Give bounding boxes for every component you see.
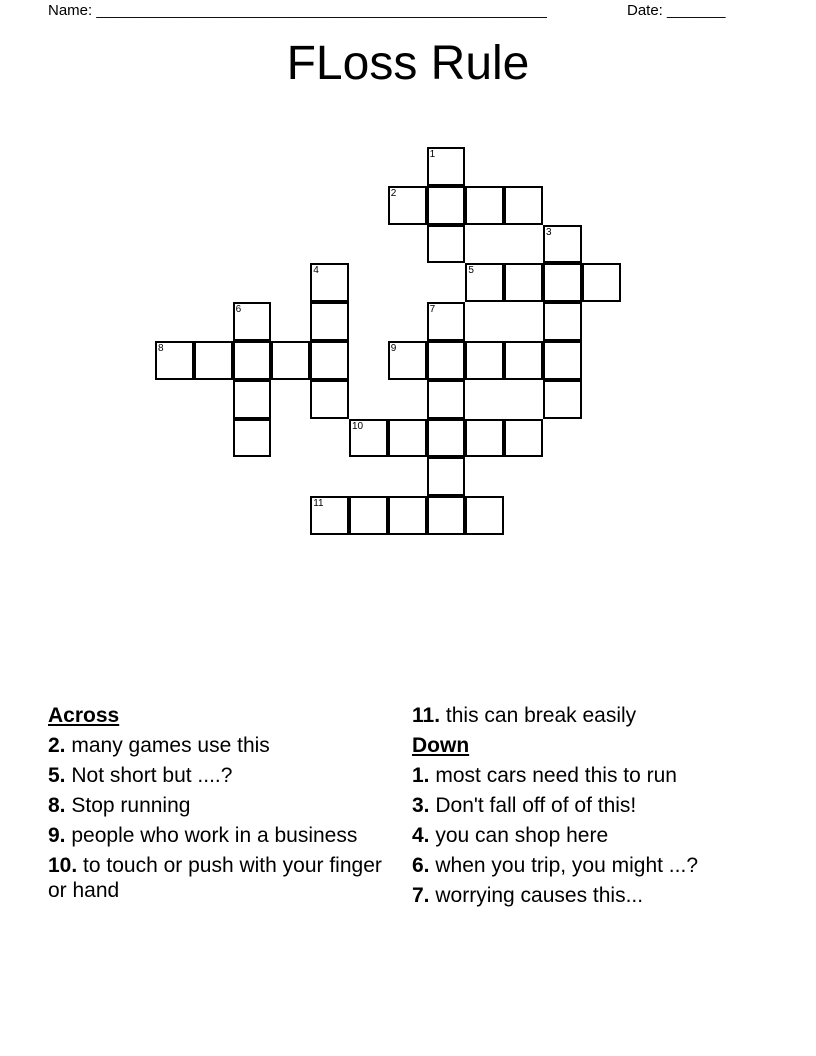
clue-down-6 xyxy=(412,853,772,878)
grid-cell[interactable] xyxy=(155,341,194,380)
grid-cell[interactable] xyxy=(465,186,504,225)
grid-cell[interactable] xyxy=(427,186,466,225)
clue-number-label: 7 xyxy=(429,304,436,316)
grid-cell[interactable] xyxy=(233,419,272,458)
grid-cell[interactable] xyxy=(233,302,272,341)
grid-cell[interactable] xyxy=(427,496,466,535)
clue-number: 6. xyxy=(412,854,430,877)
grid-cell[interactable] xyxy=(504,341,543,380)
clue-text: people who work in a business xyxy=(71,824,358,847)
grid-cell[interactable] xyxy=(504,186,543,225)
clue-text: Don't fall off of of this! xyxy=(435,794,637,817)
name-field: Name: ______________________________________________________ xyxy=(48,2,547,19)
clue-number-label: 1 xyxy=(429,149,436,160)
grid-cell[interactable] xyxy=(427,302,466,341)
grid-cell[interactable] xyxy=(582,263,621,302)
grid-cell[interactable] xyxy=(310,341,349,380)
grid-cell[interactable] xyxy=(427,341,466,380)
clue-number-label: 8 xyxy=(158,343,164,354)
grid-cell[interactable] xyxy=(349,496,388,535)
clue-number: 9. xyxy=(48,824,66,847)
clues-left-column xyxy=(48,703,398,908)
grid-cell[interactable] xyxy=(194,341,233,380)
page-title: FLoss Rule xyxy=(286,37,530,90)
clue-text: Stop running xyxy=(71,794,191,817)
grid-cell[interactable] xyxy=(388,496,427,535)
grid-cell[interactable] xyxy=(310,496,349,535)
grid-cell[interactable] xyxy=(310,380,349,419)
clue-down-4 xyxy=(412,823,772,848)
grid-cell[interactable] xyxy=(543,341,582,380)
clue-text: Not short but ....? xyxy=(71,764,233,787)
clue-number-label: 3 xyxy=(546,226,552,238)
clue-across-8 xyxy=(48,793,398,818)
clue-text: to touch or push with your finger or hand xyxy=(48,854,382,902)
grid-cell[interactable] xyxy=(465,263,504,302)
grid-cell[interactable] xyxy=(504,263,543,302)
clue-across-11 xyxy=(412,703,772,728)
grid-cell[interactable] xyxy=(427,457,466,496)
date-field: Date: _______ xyxy=(627,2,726,19)
clue-across-5 xyxy=(48,763,398,788)
grid-cell[interactable] xyxy=(504,419,543,458)
grid-cell[interactable] xyxy=(388,341,427,380)
grid-cell[interactable] xyxy=(465,419,504,458)
clue-number-label: 6 xyxy=(235,304,242,316)
grid-cell[interactable] xyxy=(543,380,582,419)
grid-cell[interactable] xyxy=(233,341,272,380)
clue-number: 1. xyxy=(412,764,430,787)
clue-text: most cars need this to run xyxy=(435,764,677,787)
grid-cell[interactable] xyxy=(543,225,582,264)
grid-cell[interactable] xyxy=(349,419,388,458)
clue-text: many games use this xyxy=(71,734,270,757)
clue-number: 2. xyxy=(48,734,66,757)
grid-cell[interactable] xyxy=(271,341,310,380)
grid-cell[interactable] xyxy=(310,302,349,341)
clue-across-9 xyxy=(48,823,398,848)
clue-number: 7. xyxy=(412,884,430,907)
clue-number-label: 4 xyxy=(313,265,319,277)
clue-down-3 xyxy=(412,793,772,818)
clue-number: 3. xyxy=(412,794,430,817)
clue-text: you can shop here xyxy=(435,824,609,847)
clue-number: 4. xyxy=(412,824,430,847)
across-heading: Across xyxy=(48,704,120,727)
down-heading: Down xyxy=(412,734,470,757)
grid-cell[interactable] xyxy=(543,302,582,341)
clue-number-label: 2 xyxy=(390,187,397,199)
clue-number-label: 10 xyxy=(352,420,364,432)
grid-cell[interactable] xyxy=(543,263,582,302)
clue-number: 10. xyxy=(48,854,78,877)
clue-across-10 xyxy=(48,853,398,903)
grid-cell[interactable] xyxy=(388,419,427,458)
clue-number-label: 5 xyxy=(468,265,474,277)
grid-cell[interactable] xyxy=(427,419,466,458)
grid-cell[interactable] xyxy=(427,380,466,419)
clues-right-column xyxy=(412,703,772,913)
clue-number-label: 11 xyxy=(313,498,324,510)
clue-text: this can break easily xyxy=(445,704,637,727)
grid-cell[interactable] xyxy=(388,186,427,225)
grid-cell[interactable] xyxy=(427,147,466,186)
clue-text: worrying causes this... xyxy=(435,884,644,907)
clue-down-1 xyxy=(412,763,772,788)
grid-cell[interactable] xyxy=(310,263,349,302)
grid-cell[interactable] xyxy=(233,380,272,419)
clue-number: 5. xyxy=(48,764,66,787)
grid-cell[interactable] xyxy=(465,341,504,380)
clue-text: when you trip, you might ...? xyxy=(435,854,698,877)
clue-across-2 xyxy=(48,733,398,758)
clue-number: 8. xyxy=(48,794,66,817)
clue-number-label: 9 xyxy=(390,343,397,354)
clue-down-7 xyxy=(412,883,772,908)
clue-number: 11. xyxy=(412,704,441,727)
grid-cell[interactable] xyxy=(427,225,466,264)
grid-cell[interactable] xyxy=(465,496,504,535)
